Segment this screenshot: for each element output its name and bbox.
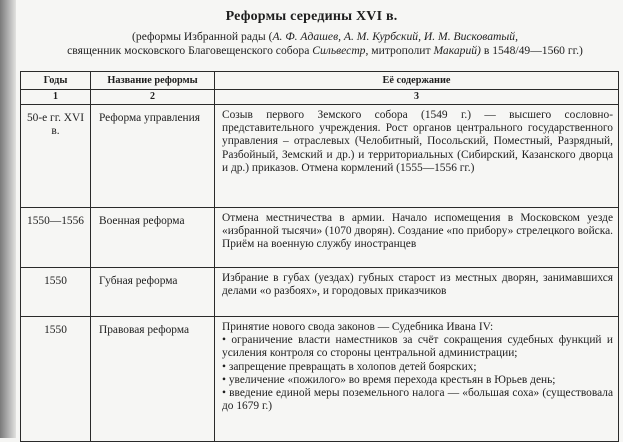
content-bullet: • ограничение власти наместников за счёт сокращения судебных функций и усиления контроля со стороны центральной администрации; — [222, 334, 613, 360]
subtitle-line2c: в 1548/49—1560 гг.) — [480, 44, 583, 57]
reform-content — [215, 208, 619, 268]
reform-name: Военная реформа — [91, 208, 215, 268]
reforms-table — [20, 71, 619, 442]
reform-year: 1550 — [21, 268, 91, 317]
content-bullet: • введение единой меры поземельного налога — «большая соха» (существовала до 1679 г.) — [222, 387, 613, 413]
reform-year: 1550 — [21, 317, 91, 442]
header-reform-name: Название реформы — [91, 72, 215, 90]
reform-name: Правовая реформа — [91, 317, 215, 442]
content-line: Избрание в губах (уездах) губных старост из местных дворян, занимавшихся делами «о разбоях», и городовых приказчиков — [222, 272, 613, 298]
subtitle-line2a: священник московского Благовещенского собора — [67, 44, 313, 57]
reform-content — [215, 105, 619, 208]
reform-content — [215, 268, 619, 317]
column-number: 3 — [215, 90, 619, 105]
table-row — [21, 208, 619, 268]
subtitle-silvestr: Сильвестр — [312, 44, 366, 57]
reform-year: 50-е гг. XVI в. — [21, 105, 91, 208]
content-bullet: • увеличение «пожилого» во время перехода крестьян в Юрьев день; — [222, 373, 556, 386]
content-line: Принятие нового свода законов — Судебника Ивана IV: — [222, 321, 494, 333]
column-number: 1 — [21, 90, 91, 105]
table-row — [21, 268, 619, 317]
reform-content — [215, 317, 619, 442]
reform-name: Реформа управления — [91, 105, 215, 208]
reform-year: 1550—1556 — [21, 208, 91, 268]
page-subtitle — [30, 30, 620, 58]
subtitle-names: А. Ф. Адашев, А. М. Курбский, И. М. Висковатый, — [272, 30, 518, 43]
page-title: Реформы середины XVI в. — [225, 9, 398, 24]
subtitle-makariy: Макарий) — [433, 44, 481, 57]
reform-name: Губная реформа — [91, 268, 215, 317]
header-content: Её содержание — [215, 72, 619, 90]
header-years: Годы — [21, 72, 91, 90]
content-bullet: • запрещение превращать в холопов детей боярских; — [222, 360, 477, 373]
table-row — [21, 317, 619, 442]
table-row — [21, 105, 619, 208]
table-header-row — [21, 72, 619, 90]
subtitle-line2b: , митрополит — [365, 44, 434, 57]
column-number-row — [21, 90, 619, 105]
content-line: Созыв первого Земского собора (1549 г.) — высшего сословно-представительного учреждения. Рост органов центрального государственного управления – отраслевых (Челобитный, Посольский, Поместный, Разрядный, Разбойный, Земский и др.) и территориальных (Сибирский, Казанского дворца и др.) приказов. Отмена кормлений (1555—1556 гг.) — [222, 109, 613, 174]
content-line: Отмена местничества в армии. Начало испомещения в Московском уезде «избранной тысячи» (1070 дворян). Создание «по прибору» стрелецкого войска. Приём на военную службу иностранцев — [222, 212, 613, 251]
column-number: 2 — [91, 90, 215, 105]
scan-shadow-edge — [0, 0, 16, 438]
subtitle-open: (реформы Избранной рады ( — [132, 30, 273, 43]
